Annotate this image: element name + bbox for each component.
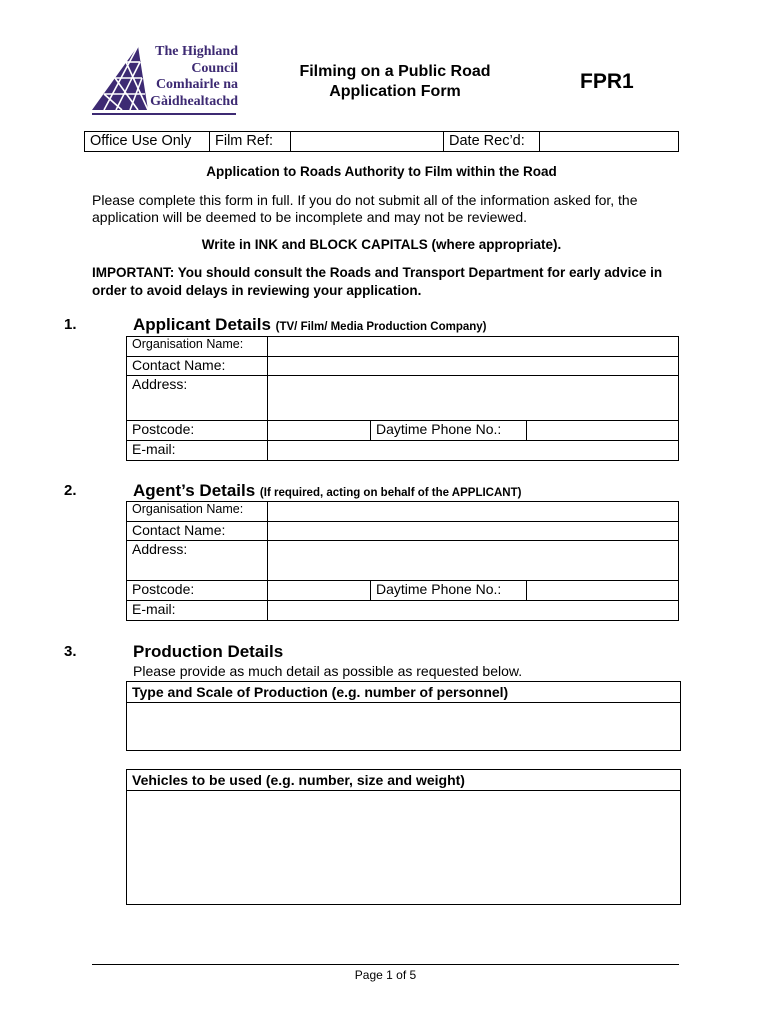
- agent-email-label: E-mail:: [127, 601, 268, 621]
- form-title: Filming on a Public Road Application Form: [299, 63, 491, 100]
- important-note: IMPORTANT: You should consult the Roads and Transport Department for early advice in order to avoid delays in reviewing your application.: [92, 265, 663, 298]
- page-number: Page 1 of 5: [354, 968, 417, 982]
- section-3-instruction: Please provide as much detail as possible as requested below.: [133, 663, 523, 679]
- triangle-logo-icon: [90, 44, 150, 114]
- office-use-table: [84, 131, 679, 152]
- agent-organisation-label: Organisation Name:: [127, 502, 268, 522]
- agent-organisation-field[interactable]: [268, 502, 679, 522]
- logo-text: The Highland Council Comhairle na Gàidhealtachd: [150, 44, 238, 109]
- applicant-postcode-field[interactable]: [268, 421, 371, 441]
- vehicles-field[interactable]: [127, 791, 680, 904]
- applicant-postcode-label: Postcode:: [127, 421, 268, 441]
- intro-paragraph: Please complete this form in full. If you do not submit all of the information asked for, the application will be deemed to be incomplete and may not be reviewed.: [92, 192, 638, 225]
- intro-heading: Application to Roads Authority to Film within the Road: [206, 164, 557, 179]
- applicant-address-label: Address:: [127, 376, 268, 421]
- form-code: FPR1: [580, 70, 634, 93]
- film-ref-field[interactable]: [291, 132, 444, 152]
- section-1-number: 1.: [64, 316, 77, 333]
- vehicles-box: [126, 769, 681, 905]
- applicant-email-label: E-mail:: [127, 441, 268, 461]
- applicant-address-field[interactable]: [268, 376, 679, 421]
- production-type-field[interactable]: [127, 703, 680, 750]
- film-ref-label: Film Ref:: [210, 132, 291, 152]
- section-3-heading: Production Details: [133, 642, 284, 661]
- applicant-phone-field[interactable]: [527, 421, 679, 441]
- agent-details-table: [126, 501, 679, 621]
- agent-address-field[interactable]: [268, 541, 679, 581]
- applicant-contact-field[interactable]: [268, 357, 679, 376]
- section-2-number: 2.: [64, 482, 77, 499]
- highland-council-logo: [90, 44, 240, 116]
- applicant-email-field[interactable]: [268, 441, 679, 461]
- date-received-field[interactable]: [540, 132, 679, 152]
- production-type-header: Type and Scale of Production (e.g. number of personnel): [127, 682, 680, 703]
- agent-phone-field[interactable]: [527, 581, 679, 601]
- date-received-label: Date Rec’d:: [444, 132, 540, 152]
- logo-underline: [92, 113, 236, 115]
- applicant-organisation-field[interactable]: [268, 337, 679, 357]
- production-type-box: [126, 681, 681, 751]
- footer-divider: [92, 964, 679, 965]
- agent-phone-label: Daytime Phone No.:: [371, 581, 527, 601]
- section-1-heading: Applicant Details (TV/ Film/ Media Production Company): [133, 315, 487, 334]
- agent-email-field[interactable]: [268, 601, 679, 621]
- section-2-heading: Agent’s Details (If required, acting on behalf of the APPLICANT): [133, 481, 522, 500]
- applicant-details-table: [126, 336, 679, 461]
- agent-contact-label: Contact Name:: [127, 522, 268, 541]
- applicant-phone-label: Daytime Phone No.:: [371, 421, 527, 441]
- agent-postcode-field[interactable]: [268, 581, 371, 601]
- applicant-organisation-label: Organisation Name:: [127, 337, 268, 357]
- office-use-label: Office Use Only: [85, 132, 210, 152]
- vehicles-header: Vehicles to be used (e.g. number, size and weight): [127, 770, 680, 791]
- applicant-contact-label: Contact Name:: [127, 357, 268, 376]
- section-3-number: 3.: [64, 643, 77, 660]
- agent-postcode-label: Postcode:: [127, 581, 268, 601]
- ink-note: Write in INK and BLOCK CAPITALS (where appropriate).: [201, 237, 562, 252]
- agent-address-label: Address:: [127, 541, 268, 581]
- agent-contact-field[interactable]: [268, 522, 679, 541]
